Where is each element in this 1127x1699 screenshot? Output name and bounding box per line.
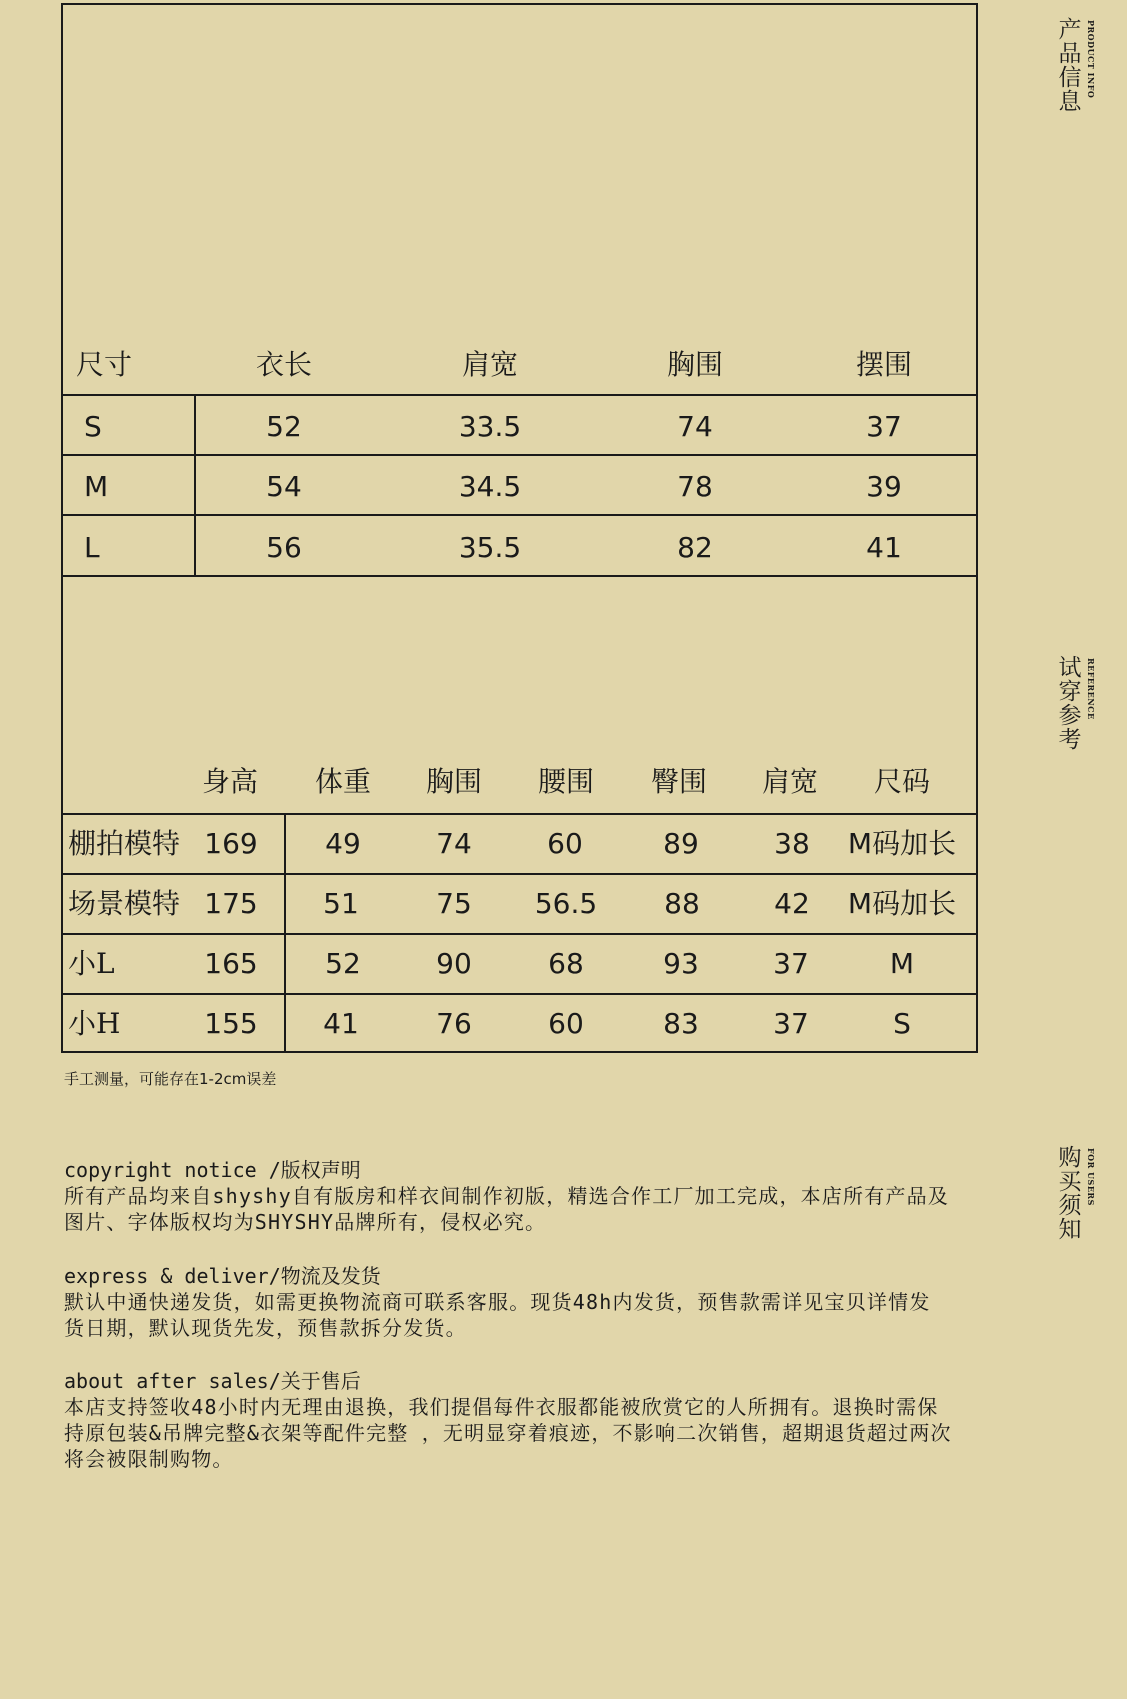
size-cell: 74 (677, 410, 713, 443)
model-cell: 75 (436, 887, 472, 920)
section-line: 本店支持签收48小时内无理由退换，我们提倡每件衣服都能被欣赏它的人所拥有。退换时需保 (64, 1395, 939, 1419)
model-table-divider (284, 813, 286, 1052)
size-cell: 34.5 (458, 470, 522, 503)
model-name: 棚拍模特 (68, 827, 181, 860)
model-header-shoulder: 肩宽 (761, 765, 819, 798)
model-cell: 76 (436, 1007, 472, 1040)
model-cell: 175 (204, 887, 258, 920)
size-cell: 33.5 (458, 410, 522, 443)
model-header-waist: 腰围 (537, 765, 595, 798)
model-cell: 52 (325, 947, 361, 980)
model-cell: 37 (773, 1007, 809, 1040)
size-header-length: 衣长 (255, 348, 313, 381)
section-line: 持原包装&吊牌完整&衣架等配件完整 ，无明显穿着痕迹，不影响二次销售，超期退货超过两次 (64, 1421, 952, 1445)
model-header-chest: 胸围 (425, 765, 483, 798)
section-line: 图片、字体版权均为SHYSHY品牌所有，侵权必究。 (64, 1210, 547, 1234)
model-cell: 60 (548, 1007, 584, 1040)
side-label-en: REFERENCE (1086, 658, 1096, 720)
model-cell: 88 (664, 887, 700, 920)
model-header-size: 尺码 (873, 765, 931, 798)
side-label-cn: 产品信息 (1058, 17, 1082, 115)
delivery-section (64, 1263, 984, 1341)
size-header-hem: 摆围 (855, 348, 913, 381)
model-cell: 90 (436, 947, 472, 980)
size-cell: 37 (866, 410, 902, 443)
model-cell: M (889, 947, 915, 980)
size-table-divider (194, 394, 196, 576)
side-label-for-users (1058, 1145, 1096, 1243)
section-line: 将会被限制购物。 (64, 1447, 234, 1471)
side-label-product-info (1058, 17, 1096, 115)
model-name: 小H (68, 1007, 121, 1040)
model-cell: 83 (663, 1007, 699, 1040)
size-header-chest: 胸围 (666, 348, 724, 381)
model-cell: 165 (204, 947, 258, 980)
size-table-rule (61, 454, 978, 456)
section-line: 所有产品均来自shyshy自有版房和样衣间制作初版，精选合作工厂加工完成，本店所有产品及 (64, 1184, 950, 1208)
model-cell: 155 (204, 1007, 258, 1040)
size-header-size: 尺寸 (76, 348, 133, 381)
size-header-shoulder: 肩宽 (461, 348, 519, 381)
model-header-height: 身高 (201, 765, 259, 798)
model-header-hip: 臀围 (650, 765, 708, 798)
side-label-en: FOR USERS (1086, 1148, 1096, 1206)
side-label-en: PRODUCT INFO (1086, 20, 1096, 99)
size-cell: 52 (266, 410, 302, 443)
section-title: about after sales/关于售后 (64, 1369, 361, 1393)
model-cell: M码加长 (847, 887, 957, 920)
model-cell: 169 (204, 827, 258, 860)
model-header-weight: 体重 (314, 765, 372, 798)
model-name: 小L (68, 947, 115, 980)
model-cell: 93 (663, 947, 699, 980)
side-label-cn: 购买须知 (1058, 1145, 1082, 1243)
side-label-cn: 试穿参考 (1058, 655, 1082, 753)
size-cell: 41 (866, 531, 902, 564)
model-cell: 41 (323, 1007, 359, 1040)
model-cell: 68 (548, 947, 584, 980)
size-cell: 82 (677, 531, 713, 564)
model-name: 场景模特 (68, 887, 181, 920)
size-row-label: S (84, 410, 102, 443)
model-table-rule (61, 873, 978, 875)
model-table-rule (61, 993, 978, 995)
model-table-rule (61, 933, 978, 935)
model-cell: 38 (774, 827, 810, 860)
size-row-label: M (84, 470, 109, 503)
section-line: 默认中通快递发货，如需更换物流商可联系客服。现货48h内发货，预售款需详见宝贝详情发 (64, 1290, 931, 1314)
model-cell: 74 (436, 827, 472, 860)
model-cell: 56.5 (534, 887, 598, 920)
after-sales-section (64, 1368, 984, 1472)
size-cell: 54 (266, 470, 302, 503)
copyright-section (64, 1157, 984, 1235)
model-cell: 60 (547, 827, 583, 860)
section-title: express & deliver/物流及发货 (64, 1264, 381, 1288)
size-table-rule (61, 514, 978, 516)
section-line: 货日期，默认现货先发，预售款拆分发货。 (64, 1316, 467, 1340)
model-table-rule (61, 813, 978, 815)
side-label-reference (1058, 655, 1096, 753)
model-cell: M码加长 (847, 827, 957, 860)
size-cell: 35.5 (458, 531, 522, 564)
size-cell: 78 (677, 470, 713, 503)
model-cell: 49 (325, 827, 361, 860)
model-cell: 89 (663, 827, 699, 860)
measurement-note: 手工测量，可能存在1-2cm误差 (64, 1070, 277, 1088)
model-cell: 42 (774, 887, 810, 920)
size-table-rule (61, 394, 978, 396)
model-cell: 51 (323, 887, 359, 920)
model-cell: S (893, 1007, 911, 1040)
size-row-label: L (84, 531, 100, 564)
section-title: copyright notice /版权声明 (64, 1158, 361, 1182)
size-cell: 56 (266, 531, 302, 564)
size-cell: 39 (866, 470, 902, 503)
model-cell: 37 (773, 947, 809, 980)
